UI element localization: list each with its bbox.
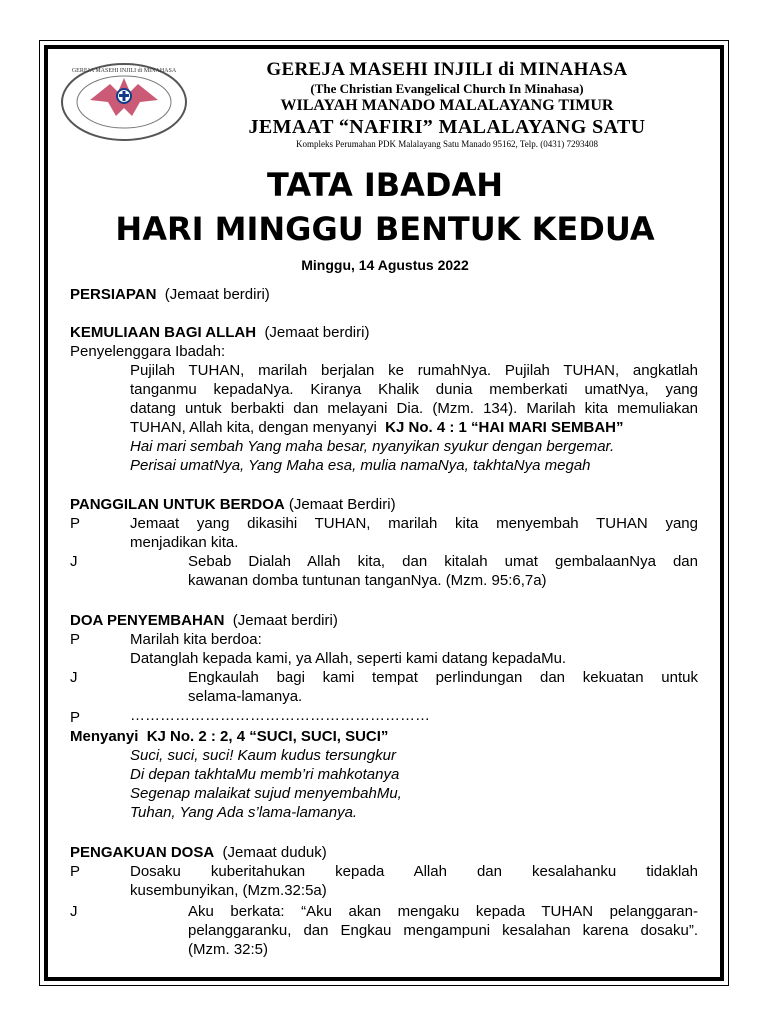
- body-line-song: TUHAN, Allah kita, dengan menyanyi KJ No. 4 : 1 “HAI MARI SEMBAH”: [130, 419, 624, 436]
- body-line: menjadikan kita.: [130, 534, 239, 551]
- body-line: (Mzm. 32:5): [188, 941, 269, 958]
- body-line: kusembunyikan, (Mzm.32:5a): [130, 882, 327, 899]
- body-line: Datanglah kepada kami, ya Allah, seperti kami datang kepadaMu.: [130, 650, 567, 667]
- body-line: Marilah kita berdoa:: [130, 631, 262, 648]
- title-line2: HARI MINGGU BENTUK KEDUA: [115, 210, 655, 248]
- section-heading: DOA PENYEMBAHAN: [70, 612, 225, 629]
- lyric-line: Perisai umatNya, Yang Maha esa, mulia namaNya, takhtaNya megah: [130, 457, 591, 474]
- speaker-label: P: [70, 863, 81, 880]
- section-note: (Jemaat duduk): [222, 844, 327, 861]
- body-line: Engkaulah bagi kami tempat perlindungan dan kekuatan untuk: [188, 669, 698, 686]
- church-address: Kompleks Perumahan PDK Malalayang Satu Manado 95162, Telp. (0431) 7293408: [296, 139, 598, 149]
- song-ref: KJ No. 4 : 1 “HAI MARI SEMBAH”: [385, 419, 624, 436]
- dotted-line: ……………………………………………………: [130, 707, 430, 724]
- title-line1: TATA IBADAH: [266, 166, 504, 204]
- section-doa: [70, 611, 338, 630]
- song-ref: KJ No. 2 : 2, 4 “SUCI, SUCI, SUCI”: [146, 728, 389, 745]
- service-date: Minggu, 14 Agustus 2022: [301, 257, 469, 273]
- body-line: datang untuk berbakti dan melayani Dia. (Mzm. 134). Marilah kita memuliakan: [130, 400, 698, 417]
- speaker-label: P: [70, 631, 81, 648]
- body-line: Aku berkata: “Aku akan mengaku kepada TUHAN pelanggaran-: [188, 903, 698, 920]
- section-kemuliaan: [70, 323, 369, 342]
- body-line: Dosaku kuberitahukan kepada Allah dan kesalahanku tidaklah: [130, 863, 698, 880]
- congregation-name: JEMAAT “NAFIRI” MALALAYANG SATU: [248, 116, 646, 138]
- body-line: tanganmu kepadaNya. Kiranya Khalik dunia memberkati umatNya, yang: [130, 381, 698, 398]
- speaker-label: J: [70, 669, 78, 686]
- body-line: Pujilah TUHAN, marilah berjalan ke rumahNya. Pujilah TUHAN, angkatlah: [130, 362, 698, 379]
- lyric-line: Segenap malaikat sujud menyembahMu,: [130, 785, 402, 802]
- section-note: (Jemaat berdiri): [164, 286, 270, 303]
- speaker-label: P: [70, 515, 81, 532]
- section-pengakuan: [70, 843, 327, 862]
- church-name-english: (The Christian Evangelical Church In Minahasa): [310, 81, 584, 96]
- leader-label: Penyelenggara Ibadah:: [70, 343, 226, 360]
- section-panggilan: [70, 495, 396, 514]
- region-name: WILAYAH MANADO MALALAYANG TIMUR: [280, 97, 614, 114]
- lyric-line: Suci, suci, suci! Kaum kudus tersungkur: [130, 747, 396, 764]
- section-note: (Jemaat berdiri): [264, 324, 370, 341]
- section-heading: KEMULIAAN BAGI ALLAH: [70, 324, 257, 341]
- section-heading: PERSIAPAN: [70, 286, 157, 303]
- body-line: Sebab Dialah Allah kita, dan kitalah umat gembalaanNya dan: [188, 553, 698, 570]
- church-name: GEREJA MASEHI INJILI di MINAHASA: [266, 59, 628, 80]
- body-line: selama-lamanya.: [188, 688, 303, 705]
- section-persiapan: [70, 285, 270, 304]
- song-line: Menyanyi KJ No. 2 : 2, 4 “SUCI, SUCI, SUCI”: [70, 728, 389, 745]
- body-line: pelanggaranku, dan Engkau mengampuni kesalahan karena dosaku”.: [188, 922, 698, 939]
- body-line: Jemaat yang dikasihi TUHAN, marilah kita menyembah TUHAN yang: [130, 515, 698, 532]
- section-note: (Jemaat Berdiri): [288, 496, 396, 513]
- letterhead: [70, 58, 700, 158]
- speaker-label: P: [70, 709, 81, 726]
- body-line: kawanan domba tuntunan tanganNya. (Mzm. 95:6,7a): [188, 572, 547, 589]
- section-heading: PANGGILAN UNTUK BERDOA: [70, 496, 285, 513]
- lyric-line: Hai mari sembah Yang maha besar, nyanyikan syukur dengan bergemar.: [130, 438, 615, 455]
- speaker-label: J: [70, 903, 78, 920]
- logo-text: GEREJA MASEHI INJILI di MINAHASA: [71, 68, 177, 74]
- section-heading: PENGAKUAN DOSA: [70, 844, 215, 861]
- lyric-line: Tuhan, Yang Ada s’lama-lamanya.: [130, 804, 358, 821]
- church-logo-icon: [60, 62, 188, 142]
- speaker-label: J: [70, 553, 78, 570]
- lyric-line: Di depan takhtaMu memb’ri mahkotanya: [130, 766, 400, 783]
- section-note: (Jemaat berdiri): [232, 612, 338, 629]
